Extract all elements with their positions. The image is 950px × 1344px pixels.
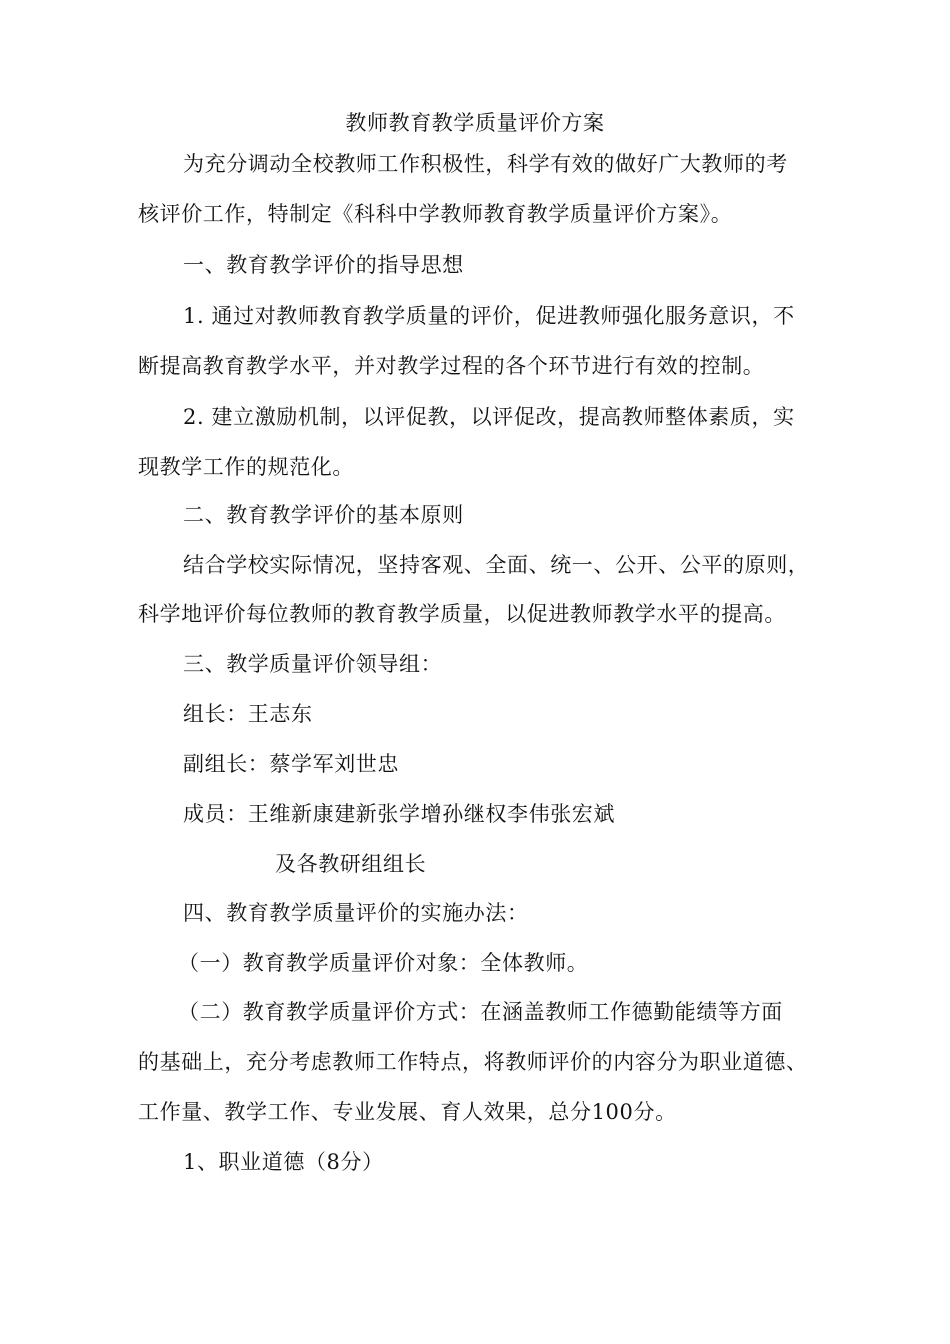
paragraph-line: 工作量、教学工作、专业发展、育人效果，总分100分。: [138, 1100, 677, 1124]
paragraph-line: （一）教育教学质量评价对象：全体教师。: [178, 951, 589, 975]
subsection-heading: 1、职业道德（8分）: [183, 1150, 384, 1174]
paragraph-line: 2. 建立激励机制，以评促教，以评促改，提高教师整体素质，实: [183, 405, 795, 429]
deputy-leader-line: 副组长：蔡学军刘世忠: [183, 752, 399, 776]
paragraph-line: 为充分调动全校教师工作积极性，科学有效的做好广大教师的考: [183, 152, 788, 176]
section-heading: 三、教学质量评价领导组：: [183, 652, 443, 676]
paragraph-line: 的基础上，充分考虑教师工作特点，将教师评价的内容分为职业道德、: [138, 1050, 808, 1074]
section-heading: 二、教育教学评价的基本原则: [183, 503, 464, 527]
members-line: 成员：王维新康建新张学增孙继权李伟张宏斌: [183, 802, 615, 826]
document-title: 教师教育教学质量评价方案: [345, 111, 605, 135]
paragraph-line: 现教学工作的规范化。: [138, 455, 354, 479]
leader-line: 组长：王志东: [183, 702, 313, 726]
section-heading: 一、教育教学评价的指导思想: [183, 253, 464, 277]
section-heading: 四、教育教学质量评价的实施办法：: [183, 901, 529, 925]
paragraph-line: 核评价工作，特制定《科科中学教师教育教学质量评价方案》。: [138, 202, 733, 226]
members-continuation-line: 及各教研组组长: [275, 852, 427, 876]
paragraph-line: （二）教育教学质量评价方式：在涵盖教师工作德勤能绩等方面: [178, 1000, 783, 1024]
paragraph-line: 科学地评价每位教师的教育教学质量，以促进教师教学水平的提高。: [138, 602, 786, 626]
paragraph-line: 断提高教育教学水平，并对教学过程的各个环节进行有效的控制。: [138, 354, 765, 378]
paragraph-line: 结合学校实际情况，坚持客观、全面、统一、公开、公平的原则，: [183, 553, 810, 577]
paragraph-line: 1. 通过对教师教育教学质量的评价，促进教师强化服务意识，不: [183, 304, 795, 328]
